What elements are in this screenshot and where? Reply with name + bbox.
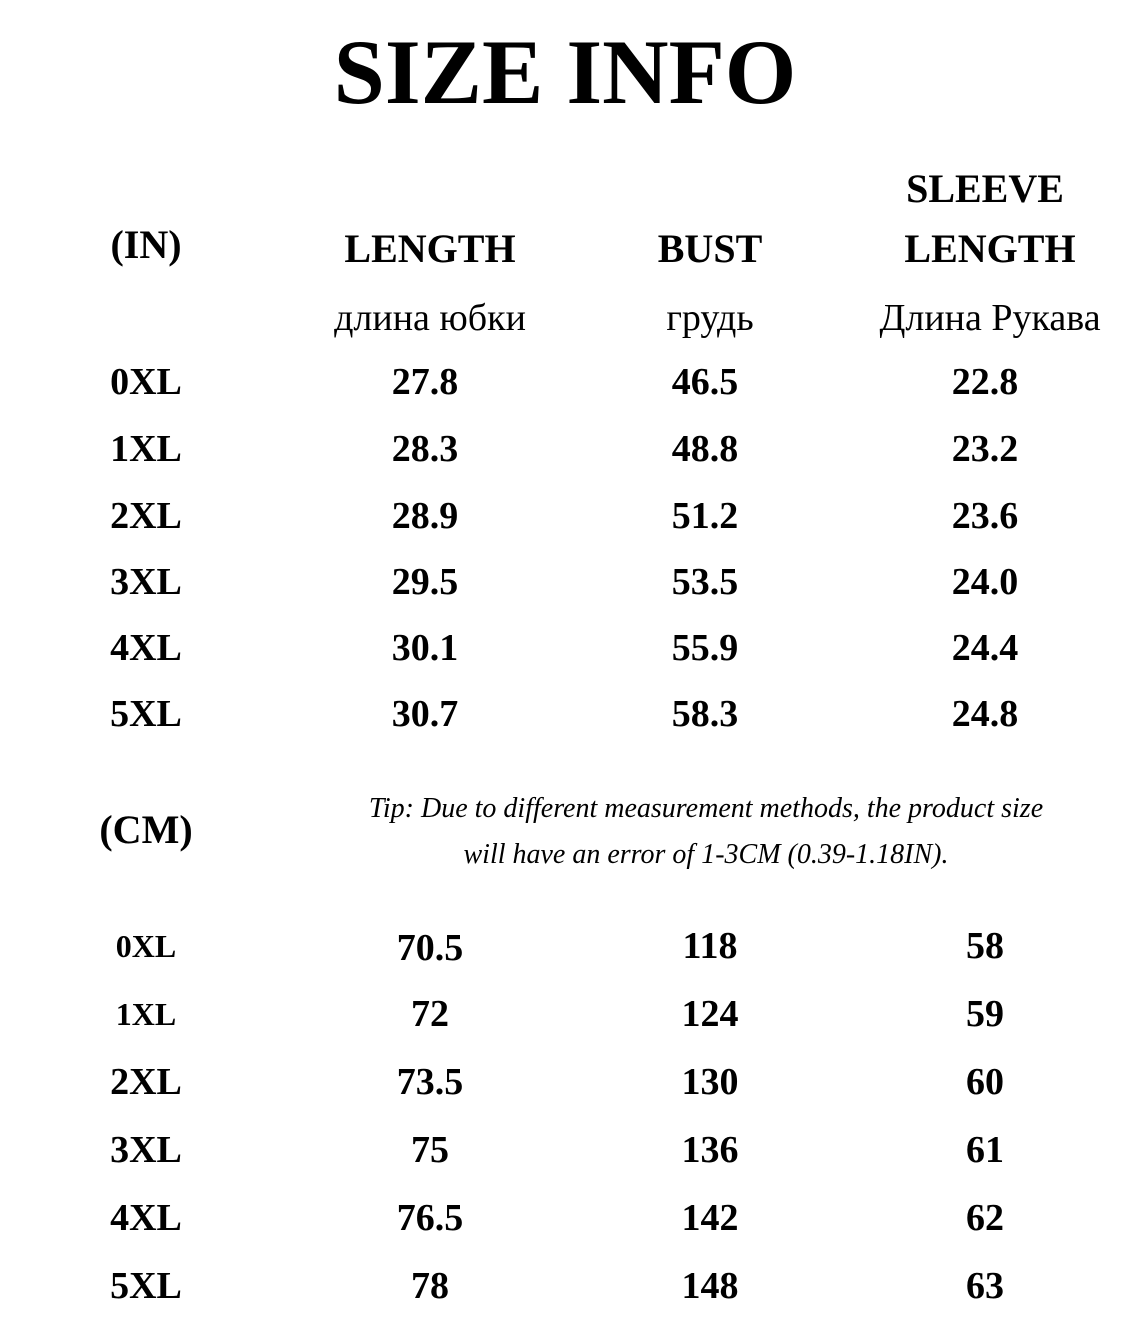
size-label: 1XL [115, 996, 177, 1032]
sleeve-value: 60 [966, 1061, 1004, 1103]
column-subheader-length: длина юбки [334, 297, 526, 339]
size-label: 0XL [110, 361, 182, 403]
length-value: 29.5 [391, 561, 459, 603]
tip-line-1: Tip: Due to different measurement methods, the product size [368, 793, 1044, 824]
bust-value: 51.2 [671, 495, 739, 537]
size-label: 0XL [115, 928, 177, 964]
bust-value: 148 [681, 1265, 739, 1307]
size-label: 3XL [110, 1129, 182, 1171]
length-value: 28.3 [391, 428, 459, 470]
column-header-sleeve-length: LENGTH [904, 226, 1076, 271]
page-title: SIZE INFO [333, 21, 797, 123]
length-value: 30.7 [391, 693, 459, 735]
size-label: 2XL [110, 1061, 182, 1103]
sleeve-value: 23.2 [951, 428, 1019, 470]
sleeve-value: 63 [966, 1265, 1004, 1307]
bust-value: 48.8 [671, 428, 739, 470]
sleeve-value: 24.0 [951, 561, 1019, 603]
bust-value: 46.5 [671, 361, 739, 403]
length-value: 30.1 [391, 627, 459, 669]
size-label: 5XL [110, 1265, 182, 1307]
length-value: 27.8 [391, 361, 459, 403]
bust-value: 55.9 [671, 627, 739, 669]
length-value: 73.5 [396, 1061, 464, 1103]
size-label: 4XL [110, 627, 182, 669]
column-header-bust: BUST [657, 226, 763, 271]
size-label: 2XL [110, 495, 182, 537]
length-value: 75 [411, 1129, 449, 1171]
length-value: 78 [411, 1265, 449, 1307]
sleeve-value: 23.6 [951, 495, 1019, 537]
size-label: 3XL [110, 561, 182, 603]
length-value: 76.5 [396, 1197, 464, 1239]
bust-value: 53.5 [671, 561, 739, 603]
tip-line-2: will have an error of 1-3CM (0.39-1.18IN). [463, 839, 949, 870]
length-value: 28.9 [391, 495, 459, 537]
unit-label-inches: (IN) [110, 222, 182, 267]
sleeve-value: 59 [966, 993, 1004, 1035]
size-label: 5XL [110, 693, 182, 735]
sleeve-value: 58 [966, 925, 1004, 967]
length-value: 72 [411, 993, 449, 1035]
column-header-length: LENGTH [344, 226, 516, 271]
sleeve-value: 62 [966, 1197, 1004, 1239]
sleeve-value: 22.8 [951, 361, 1019, 403]
sleeve-value: 24.8 [951, 693, 1019, 735]
sleeve-value: 24.4 [951, 627, 1019, 669]
size-label: 1XL [110, 428, 182, 470]
column-subheader-sleeve: Длина Рукава [879, 297, 1101, 339]
bust-value: 130 [681, 1061, 739, 1103]
bust-value: 142 [681, 1197, 739, 1239]
measurement-tip [369, 786, 1043, 878]
bust-value: 136 [681, 1129, 739, 1171]
bust-value: 124 [681, 993, 739, 1035]
column-header-sleeve: SLEEVE [906, 166, 1064, 211]
bust-value: 58.3 [671, 693, 739, 735]
column-subheader-bust: грудь [666, 297, 754, 339]
size-label: 4XL [110, 1197, 182, 1239]
bust-value: 118 [682, 925, 738, 967]
length-value: 70.5 [396, 927, 464, 969]
unit-label-centimeters: (CM) [99, 807, 193, 852]
sleeve-value: 61 [966, 1129, 1004, 1171]
